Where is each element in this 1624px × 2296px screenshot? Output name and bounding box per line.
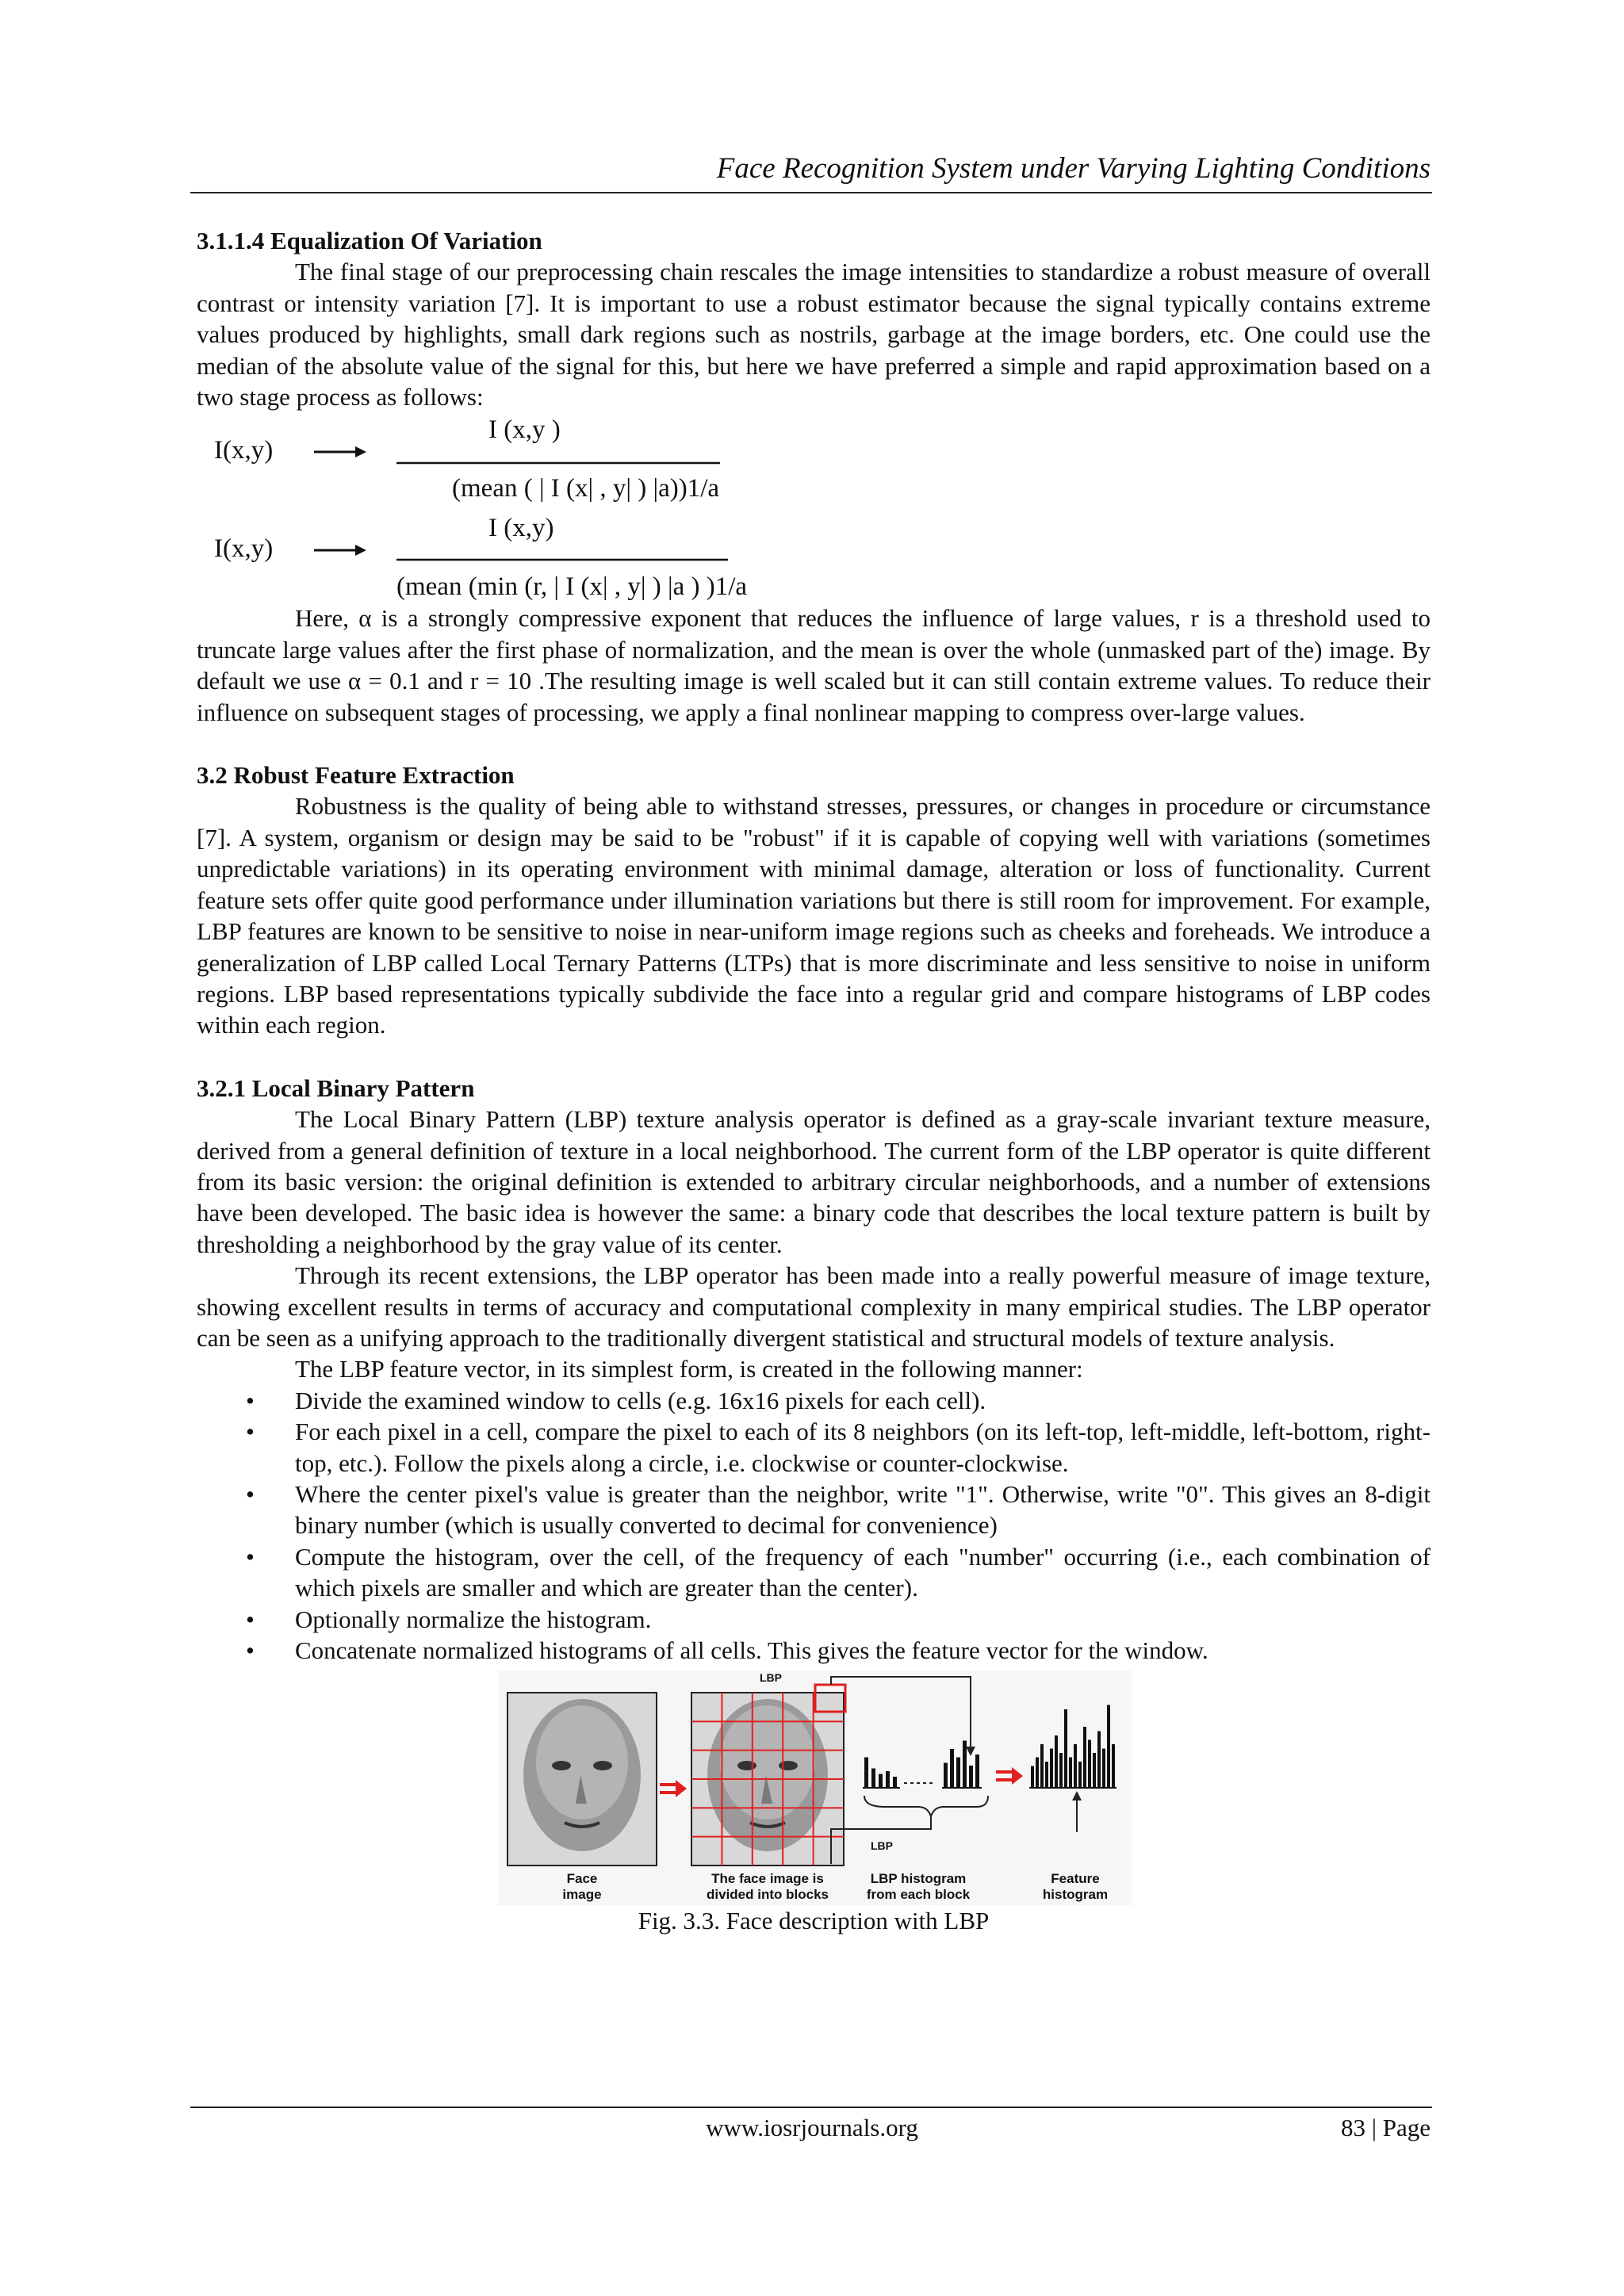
histogram-bar [1097,1732,1101,1789]
paragraph-robustness: Robustness is the quality of being able to withstand stresses, pressures, or changes in procedure or circumstance [7]. A system, organism or design may be said to be "robust" if it is capable of copying well with variations (sometimes unpredictable variations) in its operating environment with minimal damage, alteration or loss of functionality. Current feature sets offer quite good performance under illumination variations but there is still room for improvement. For example, LBP features are known to be sensitive to noise in near-uniform image regions such as cheeks and foreheads. We introduce a generalization of LBP called Local Ternary Patterns (LTPs) that is more discriminate and less sensitive to noise in uniform regions. LBP based representations typically subdivide the face into a regular grid and compare histograms of LBP codes within each region. [197,792,1431,1039]
histogram-bar [1112,1744,1115,1788]
section-heading-3-1-1-4: 3.1.1.4 Equalization Of Variation [197,227,542,254]
formula2-denominator: (mean (min (r, | I (x| , y| ) |a ) )1/a [396,572,748,602]
formula2-lhs: I(x,y) [214,534,274,564]
figure-caption: Fig. 3.3. Face description with LBP [638,1907,990,1935]
bullet-icon: • [246,1636,255,1665]
label-blocks-2: divided into blocks [707,1887,829,1903]
histogram-bar [871,1769,875,1789]
histogram-bar [886,1771,890,1788]
formula1-numerator: I (x,y ) [488,415,561,445]
histogram-bar [1040,1744,1044,1788]
face-image-grid [691,1685,845,1866]
label-feature-2: histogram [1042,1887,1109,1903]
list-item: • Compute the histogram, over the cell, of the frequency of each "number" occurring (i.e., each combination of which pixels are smaller and which are greater than the center). [246,1542,1431,1602]
bullet-icon: • [246,1605,255,1633]
paragraph-lbp-extensions: Through its recent extensions, the LBP operator has been made into a really powerful measure of image texture, showing excellent results in terms of accuracy and computational complexity in many empirical studies. The LBP operator can be seen as a unifying approach to the traditionally divergent statistical and structural models of texture analysis. [197,1261,1431,1352]
label-face-1: Face [566,1871,598,1887]
bullet-icon: • [246,1418,255,1446]
paragraph-alpha-explanation: Here, α is a strongly compressive exponent that reduces the influence of large values, r is a threshold used to truncate large values after the first phase of normalization, and the mean is over the whole (unmasked part of the) image. By default we use α = 0.1 and r = 10 .The resulting image is well scaled but it can still contain extreme values. To reduce their influence on subsequent stages of processing, we apply a final nonlinear mapping to compress over-large values. [197,604,1431,726]
histogram-bar [1102,1749,1105,1789]
section-gap [197,1041,1431,1073]
histogram-bar [1059,1753,1063,1788]
paragraph-lbp-definition: The Local Binary Pattern (LBP) texture analysis operator is defined as a gray-scale invariant texture measure, derived from a general definition of texture in a local neighborhood. The current form of the LBP operator is quite different from its basic version: the original definition is extended to arbitrary circular neighborhoods, and a number of extensions have been developed. The basic idea is however the same: a binary code that describes the local texture pattern is built by thresholding a neighborhood by the gray value of its center. [197,1105,1431,1258]
formula1-lhs: I(x,y) [214,436,274,465]
label-hist-1: LBP histogram [870,1871,967,1887]
histogram-bar [1050,1749,1053,1789]
footer-site: www.iosrjournals.org [706,2114,918,2141]
paragraph-lbp-vector-intro: The LBP feature vector, in its simplest form, is created in the following manner: [295,1355,1083,1383]
histogram-bar [1031,1766,1034,1789]
histogram-bar [1083,1727,1086,1788]
bullet-icon: • [246,1386,255,1414]
label-lbp-bottom: LBP [871,1839,893,1853]
histogram-bar [1074,1744,1077,1788]
histogram-bar [864,1758,868,1789]
label-feature-1: Feature [1051,1871,1100,1887]
list-item: • Optionally normalize the histogram. [197,1604,1431,1635]
section-heading-3-2: 3.2 Robust Feature Extraction [197,761,515,790]
lbp-figure [197,1670,1431,1905]
histogram-bar [956,1758,960,1789]
histogram-bar [1064,1709,1067,1788]
running-header: Face Recognition System under Varying Lighting Conditions [716,152,1431,185]
histogram-bar [969,1766,973,1788]
histogram-bar [963,1741,967,1789]
formula1-denominator: (mean ( | I (x| , y| ) |a))1/a [452,474,720,503]
histogram-bar [879,1774,883,1789]
label-hist-2: from each block [866,1887,971,1903]
normalization-formulas [197,412,1431,603]
formula2-numerator: I (x,y) [488,514,554,543]
lbp-steps-list [197,1385,1431,1667]
histogram-bar [1078,1762,1082,1788]
arrow-head-icon [355,446,366,457]
list-item: • For each pixel in a cell, compare the pixel to each of its 8 neighbors (on its left-top, left-middle, left-bottom, right-top, etc.). Follow the pixels along a circle, i.e. clockwise or counter-clockwise. [246,1418,1431,1477]
list-item: • Concatenate normalized histograms of all cells. This gives the feature vector for the window. [197,1635,1431,1666]
bullet-icon: • [246,1542,255,1571]
section-gap [197,728,1431,760]
footer-rule [190,2107,1432,2108]
label-blocks-1: The face image is [711,1871,824,1887]
label-lbp-top: LBP [760,1671,782,1685]
page-number: 83 | Page [1341,2114,1431,2141]
histogram-bar [975,1755,979,1788]
histogram-bar [1093,1753,1096,1788]
histogram-bar [1107,1705,1110,1789]
list-item: • Where the center pixel's value is greater than the neighbor, write "1". Otherwise, write "0". This gives an 8-digit binary number (which is usually converted to decimal for convenience) [246,1480,1431,1540]
arrow-head-icon [355,545,366,556]
histogram-bar [1069,1758,1072,1789]
histogram-bar [1088,1740,1091,1789]
paragraph-equalization: The final stage of our preprocessing chain rescales the image intensities to standardize a robust measure of overall contrast or intensity variation [7]. It is important to use a robust estimator because the signal typically contains extreme values produced by highlights, small dark regions such as nostrils, garbage at the image borders, etc. One could use the median of the absolute value of the signal for this, but here we have preferred a simple and rapid approximation based on a two stage process as follows: [197,258,1431,411]
face-image-1 [508,1693,657,1866]
histogram-bar [893,1777,897,1788]
bullet-icon: • [246,1480,255,1508]
header-rule [190,192,1432,193]
histogram-bar [1045,1762,1048,1788]
histogram-bar [1036,1758,1039,1789]
histogram-bar [950,1749,954,1788]
label-face-2: image [562,1887,602,1903]
list-item: • Divide the examined window to cells (e.g. 16x16 pixels for each cell). [197,1385,1431,1416]
section-heading-3-2-1: 3.2.1 Local Binary Pattern [197,1073,475,1102]
histogram-bar [1055,1735,1058,1788]
page-content [197,225,1431,1937]
histogram-bar [944,1763,948,1789]
